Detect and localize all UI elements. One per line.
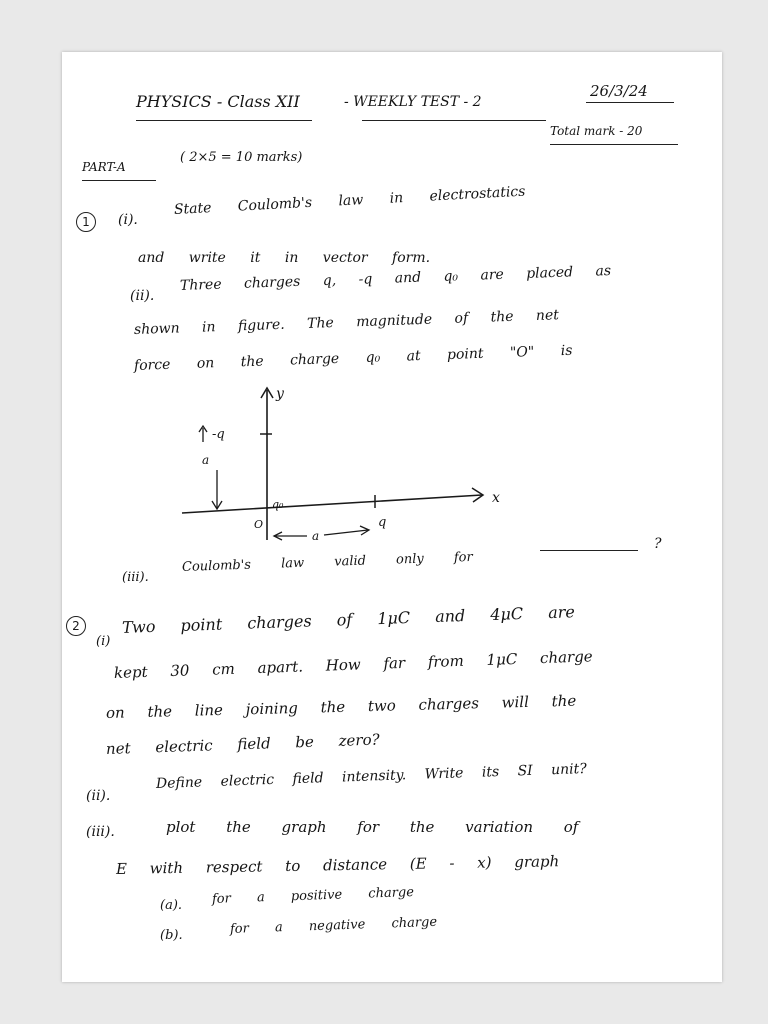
header-date-underline — [586, 102, 674, 103]
q1-ii-line1: Three charges q, -q and q₀ are placed as — [179, 262, 612, 294]
q1-ii-label: (ii). — [130, 288, 155, 304]
header-test-underline — [362, 120, 546, 121]
q2-i-line2: kept 30 cm apart. How far from 1μC charge — [113, 647, 593, 682]
q2-i-line4: net electric field be zero? — [105, 730, 380, 758]
q1-iii-end: ? — [654, 536, 662, 552]
answer-sheet — [62, 52, 722, 982]
header-subject: PHYSICS - Class XII — [136, 92, 300, 111]
x-axis-label: x — [492, 490, 500, 506]
q2-i-line1: Two point charges of 1μC and 4μC are — [121, 602, 576, 637]
part-a-underline — [82, 180, 156, 181]
q1-i-line2: and write it in vector form. — [138, 250, 431, 266]
origin-label: O — [254, 518, 264, 531]
dist-horizontal-label: a — [312, 529, 320, 543]
charge-right-label: q — [378, 515, 387, 530]
q2-iii-line1: plot the graph for the variation of — [166, 818, 579, 836]
q1-iii-label: (iii). — [122, 570, 149, 585]
charge-top-label: -q — [212, 427, 225, 442]
q2-a-text: for a positive charge — [211, 884, 415, 907]
question-1-number: 1 — [76, 212, 96, 232]
q1-ii-line2: shown in figure. The magnitude of the net — [133, 307, 560, 338]
q2-a-label: (a). — [160, 898, 183, 913]
part-a-label: PART-A — [82, 160, 126, 174]
header-total-underline — [550, 144, 678, 145]
q1-i-label: (i). — [118, 212, 138, 228]
part-a-marks: ( 2×5 = 10 marks) — [180, 150, 303, 165]
dist-vertical-label: a — [202, 453, 210, 467]
q2-i-line3: on the line joining the two charges will the — [105, 691, 577, 722]
charges-figure — [172, 380, 512, 550]
header-total-marks: Total mark - 20 — [550, 124, 643, 138]
q1-iii-text: Coulomb's law valid only for — [181, 549, 473, 575]
q1-ii-line3: force on the charge q₀ at point "O" is — [133, 342, 573, 374]
y-axis-label: y — [276, 386, 284, 402]
header-subject-underline — [136, 120, 312, 121]
q2-b-text: for a negative charge — [229, 914, 438, 937]
q2-i-label: (i) — [96, 634, 111, 649]
q1-i-line1: State Coulomb's law in electrostatics — [173, 183, 526, 218]
q2-ii-label: (ii). — [86, 788, 111, 804]
q2-ii-text: Define electric field intensity. Write its SI unit? — [155, 760, 588, 792]
q2-iii-label: (iii). — [86, 824, 115, 840]
question-2-number: 2 — [66, 616, 86, 636]
q2-b-label: (b). — [160, 928, 183, 943]
q2-iii-line2: E with respect to distance (E - x) graph — [115, 852, 560, 878]
charge-origin-label: q₀ — [272, 498, 284, 511]
q1-iii-blank — [540, 550, 638, 551]
x-axis-line — [182, 495, 482, 513]
header-date: 26/3/24 — [590, 82, 648, 100]
header-test: - WEEKLY TEST - 2 — [344, 94, 482, 110]
